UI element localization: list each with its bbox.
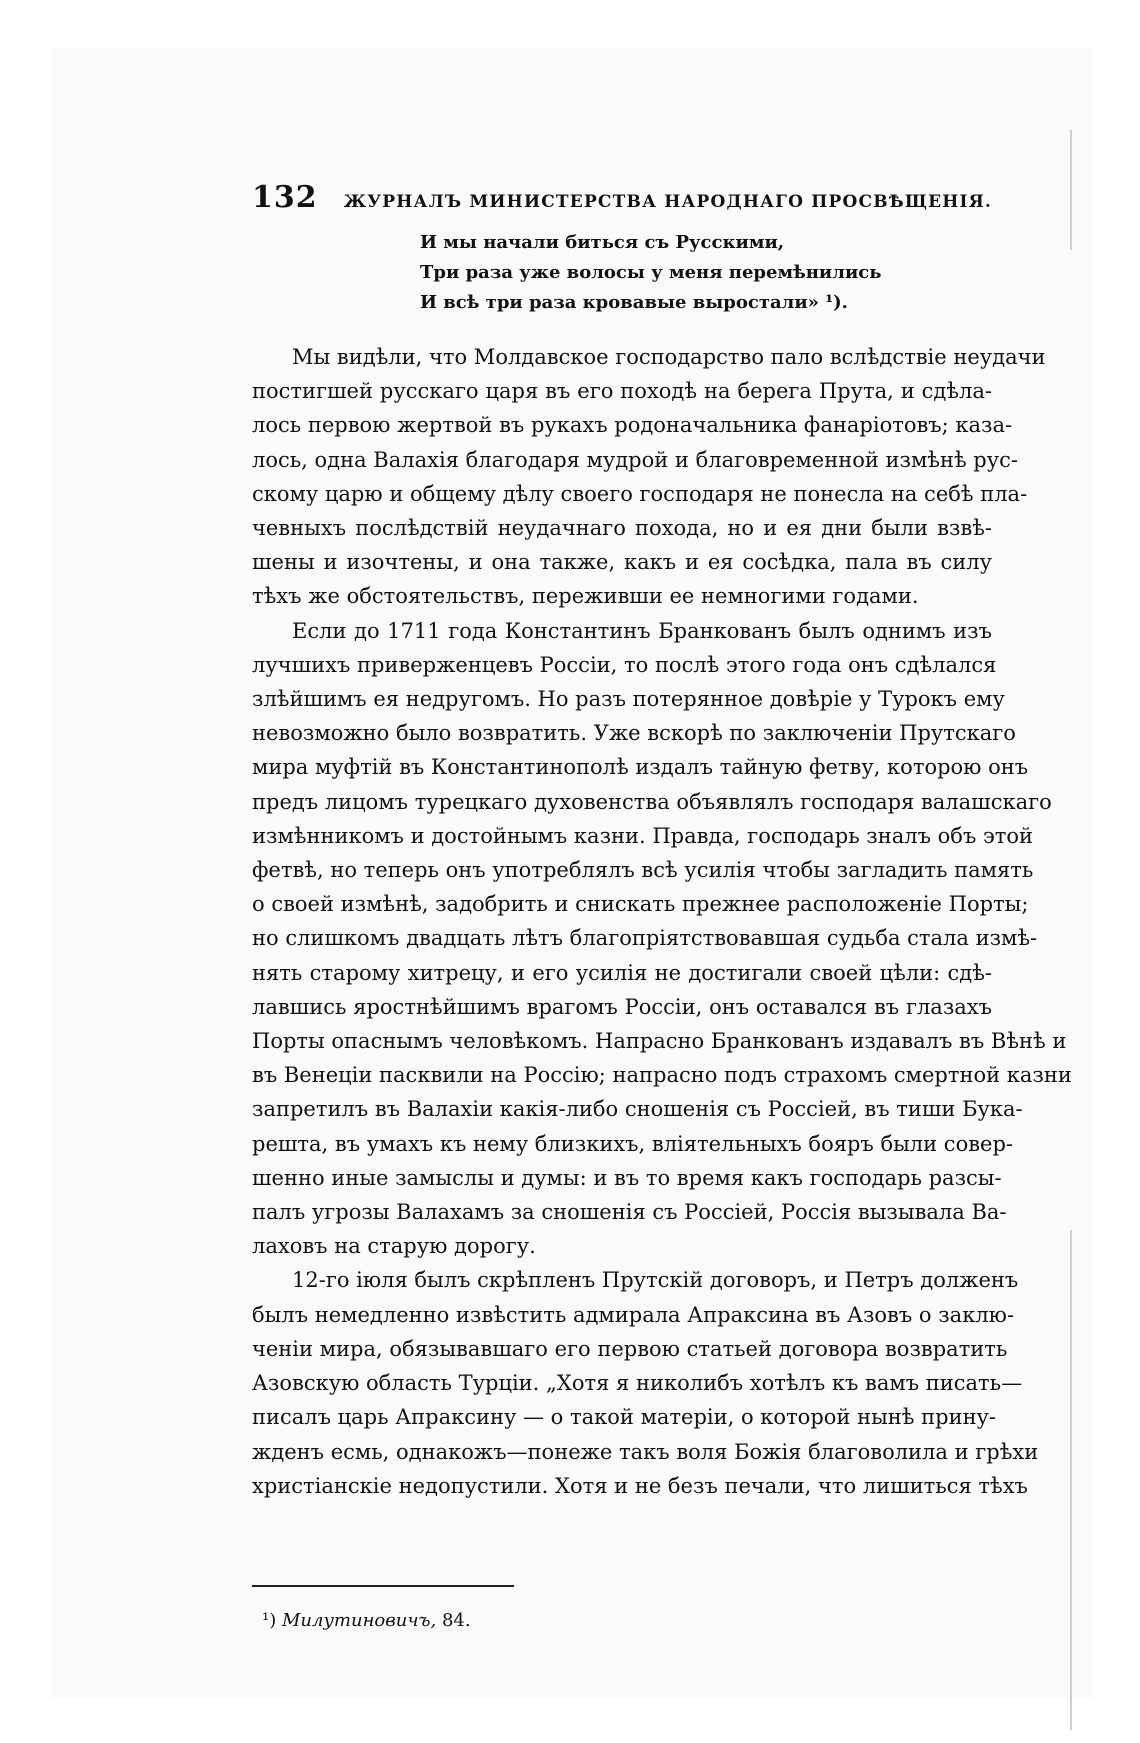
footnote-page: 84. bbox=[441, 1610, 471, 1631]
verse-line: И всѣ три раза кровавые выростали» ¹). bbox=[420, 292, 848, 313]
text-line: лаховъ на старую дорогу. bbox=[252, 1234, 536, 1259]
text-line: нять старому хитрецу, и его усилія не достигали своей цѣли: сдѣ- bbox=[252, 960, 992, 985]
text-line: жденъ есмь, однакожъ—понеже такъ воля Божія благоволила и грѣхи bbox=[252, 1439, 1039, 1464]
verse-line: И мы начали биться съ Русскими, bbox=[420, 232, 785, 253]
text-line: тѣхъ же обстоятельствъ, переживши ее немногими годами. bbox=[252, 584, 919, 609]
text-line: писалъ царь Апраксину — о такой матеріи, о которой нынѣ прину- bbox=[252, 1405, 997, 1430]
text-line: решта, въ умахъ къ нему близкихъ, вліятельныхъ бояръ были совер- bbox=[252, 1131, 1014, 1156]
text-line: въ Венеціи пасквили на Россію; напрасно подъ страхомъ смертной казни bbox=[252, 1063, 1072, 1088]
verse-quote bbox=[252, 228, 992, 318]
paragraph-1 bbox=[252, 340, 1046, 614]
page-edge-mark bbox=[1070, 1230, 1072, 1730]
text-line: запретилъ въ Валахіи какія-либо сношенія съ Россіей, въ тиши Бука- bbox=[252, 1097, 1023, 1122]
text-line: былъ немедленно извѣстить адмирала Апраксина въ Азовъ о заклю- bbox=[252, 1302, 1015, 1327]
text-line: Порты опаснымъ человѣкомъ. Напрасно Бранкованъ издавалъ въ Вѣнѣ и bbox=[252, 1029, 1067, 1054]
page-number: 132 bbox=[252, 180, 318, 215]
text-block bbox=[252, 180, 1072, 1503]
text-line: постигшей русскаго царя въ его походѣ на берега Прута, и сдѣла- bbox=[252, 379, 992, 404]
text-line: шены и изочтены, и она также, какъ и ея сосѣдка, пала въ силу bbox=[252, 550, 992, 575]
text-line: чевныхъ послѣдствій неудачнаго похода, но и ея дни были взвѣ- bbox=[252, 516, 992, 541]
text-line: невозможно было возвратить. Уже вскорѣ по заключеніи Прутскаго bbox=[252, 721, 1016, 746]
footnote-marker: ¹) bbox=[262, 1610, 277, 1631]
text-line: лось, одна Валахія благодаря мудрой и благовременной измѣнѣ рус- bbox=[252, 447, 1018, 472]
text-line: фетвѣ, но теперь онъ употреблялъ всѣ усилія чтобы загладить память bbox=[252, 858, 1034, 883]
text-line: измѣнникомъ и достойнымъ казни. Правда, господарь зналъ объ этой bbox=[252, 823, 1033, 848]
text-line: Если до 1711 года Константинъ Бранкованъ былъ однимъ изъ bbox=[292, 618, 992, 643]
text-line: предъ лицомъ турецкаго духовенства объявлялъ господаря валашскаго bbox=[252, 789, 1052, 814]
text-line: палъ угрозы Валахамъ за сношенія съ Россіей, Россія вызывала Ва- bbox=[252, 1200, 1007, 1225]
text-line: лавшись яростнѣйшимъ врагомъ Россіи, онъ оставался въ глазахъ bbox=[252, 994, 992, 1019]
text-line: христіанскіе недопустили. Хотя и не безъ печали, что лишиться тѣхъ bbox=[252, 1473, 1028, 1498]
text-line: но слишкомъ двадцать лѣтъ благопріятствовавшая судьба стала измѣ- bbox=[252, 926, 1038, 951]
running-head bbox=[252, 180, 992, 224]
journal-title: ЖУРНАЛЪ МИНИСТЕРСТВА НАРОДНАГО ПРОСВѢЩЕНІЯ. bbox=[343, 192, 992, 212]
text-line: 12-го іюля былъ скрѣпленъ Прутскій договоръ, и Петръ долженъ bbox=[292, 1268, 1019, 1293]
text-line: Мы видѣли, что Молдавское господарство пало вслѣдствіе неудачи bbox=[292, 345, 1046, 369]
footnote-divider bbox=[252, 1585, 514, 1587]
footnote bbox=[262, 1610, 471, 1631]
text-line: о своей измѣнѣ, задобрить и снискать прежнее расположеніе Порты; bbox=[252, 892, 1029, 917]
page-edge-mark bbox=[1070, 130, 1072, 250]
paragraph-3 bbox=[252, 1263, 1039, 1502]
text-line: Азовскую область Турціи. „Хотя я николибъ хотѣлъ къ вамъ писать— bbox=[252, 1371, 1023, 1396]
text-line: шенно иные замыслы и думы: и въ то время какъ господарь разсы- bbox=[252, 1165, 1002, 1190]
paragraph-2 bbox=[252, 614, 1072, 1264]
footnote-author: Милутиновичъ, bbox=[281, 1610, 437, 1631]
text-line: лось первою жертвой въ рукахъ родоначальника фанаріотовъ; каза- bbox=[252, 413, 1013, 438]
text-line: скому царю и общему дѣлу своего господаря не понесла на себѣ пла- bbox=[252, 481, 1028, 506]
text-line: ченіи мира, обязывавшаго его первою статьей договора возвратить bbox=[252, 1336, 1008, 1361]
text-line: злѣйшимъ ея недругомъ. Но разъ потерянное довѣріе у Турокъ ему bbox=[252, 687, 1005, 712]
text-line: мира муфтій въ Константинополѣ издалъ тайную фетву, которою онъ bbox=[252, 755, 1029, 780]
verse-line: Три раза уже волосы у меня перемѣнились bbox=[420, 262, 882, 283]
text-line: лучшихъ приверженцевъ Россіи, то послѣ этого года онъ сдѣлался bbox=[252, 652, 997, 677]
